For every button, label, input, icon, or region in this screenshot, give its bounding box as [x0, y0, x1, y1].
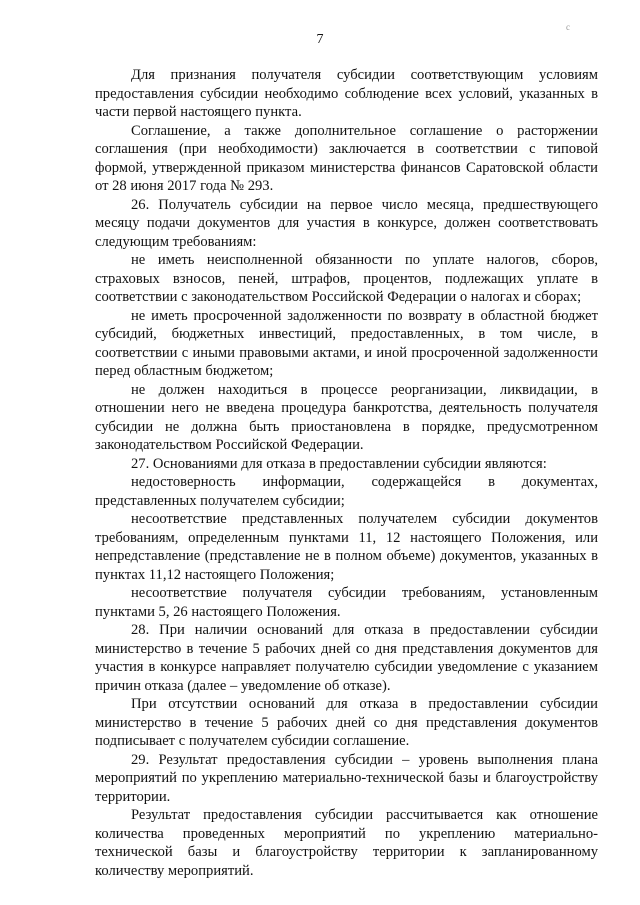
paragraph: Результат предоставления субсидии рассчитывается как отношение количества проведенных мероприятий по укреплению материально-технической базы и благоустройству территории к запланированному количеству мероприятий.	[95, 807, 598, 879]
paragraph: 28. При наличии оснований для отказа в предоставлении субсидии министерство в течение 5 рабочих дней со дня представления документов для участия в конкурсе направляет получателю субсидии уведомление с указанием причин отказа (далее – уведомление об отказе).	[95, 622, 598, 694]
corner-mark: с	[566, 22, 570, 32]
paragraph: не иметь просроченной задолженности по возврату в областной бюджет субсидий, бюджетных инвестиций, предоставленных, в том числе, в соответствии с иными правовыми актами, и иной просроченной задолженности перед областным бюджетом;	[95, 307, 598, 379]
paragraph: Для признания получателя субсидии соответствующим условиям предоставления субсидии необходимо соблюдение всех условий, указанных в части первой настоящего пункта.	[95, 67, 598, 120]
paragraph: недостоверность информации, содержащейся в документах, представленных получателем субсидии;	[95, 474, 598, 509]
paragraph: несоответствие получателя субсидии требованиям, установленным пунктами 5, 26 настоящего Положения.	[95, 585, 598, 620]
paragraph: Соглашение, а также дополнительное соглашение о расторжении соглашения (при необходимости) заключается в соответствии с типовой формой, утвержденной приказом министерства финансов Саратовской области от 28 июня 2017 года № 293.	[95, 122, 598, 194]
paragraph: 27. Основаниями для отказа в предоставлении субсидии являются:	[131, 455, 547, 472]
page-number: 7	[316, 32, 324, 47]
paragraph: не должен находиться в процессе реорганизации, ликвидации, в отношении него не введена процедура банкротства, деятельность получателя субсидии не должна быть приостановлена в порядке, предусмотренном законодательством Российской Федерации.	[95, 381, 598, 453]
paragraph: При отсутствии оснований для отказа в предоставлении субсидии министерство в течение 5 рабочих дней со дня представления документов подписывает с получателем субсидии соглашение.	[95, 696, 598, 749]
document-body	[95, 66, 598, 880]
paragraph: 29. Результат предоставления субсидии – уровень выполнения плана мероприятий по укреплению материально-технической базы и благоустройству территории.	[95, 751, 598, 805]
paragraph: не иметь неисполненной обязанности по уплате налогов, сборов, страховых взносов, пеней, штрафов, процентов, подлежащих уплате в соответствии с законодательством Российской Федерации о налогах и сборах;	[95, 252, 598, 305]
paragraph: несоответствие представленных получателем субсидии документов требованиям, определенным пунктами 11, 12 настоящего Положения, или непредставление (представление не в полном объеме) документов, указанных в пунктах 11,12 настоящего Положения;	[95, 511, 598, 583]
paragraph: 26. Получатель субсидии на первое число месяца, предшествующего месяцу подачи документов для участия в конкурсе, должен соответствовать следующим требованиям:	[95, 196, 598, 250]
